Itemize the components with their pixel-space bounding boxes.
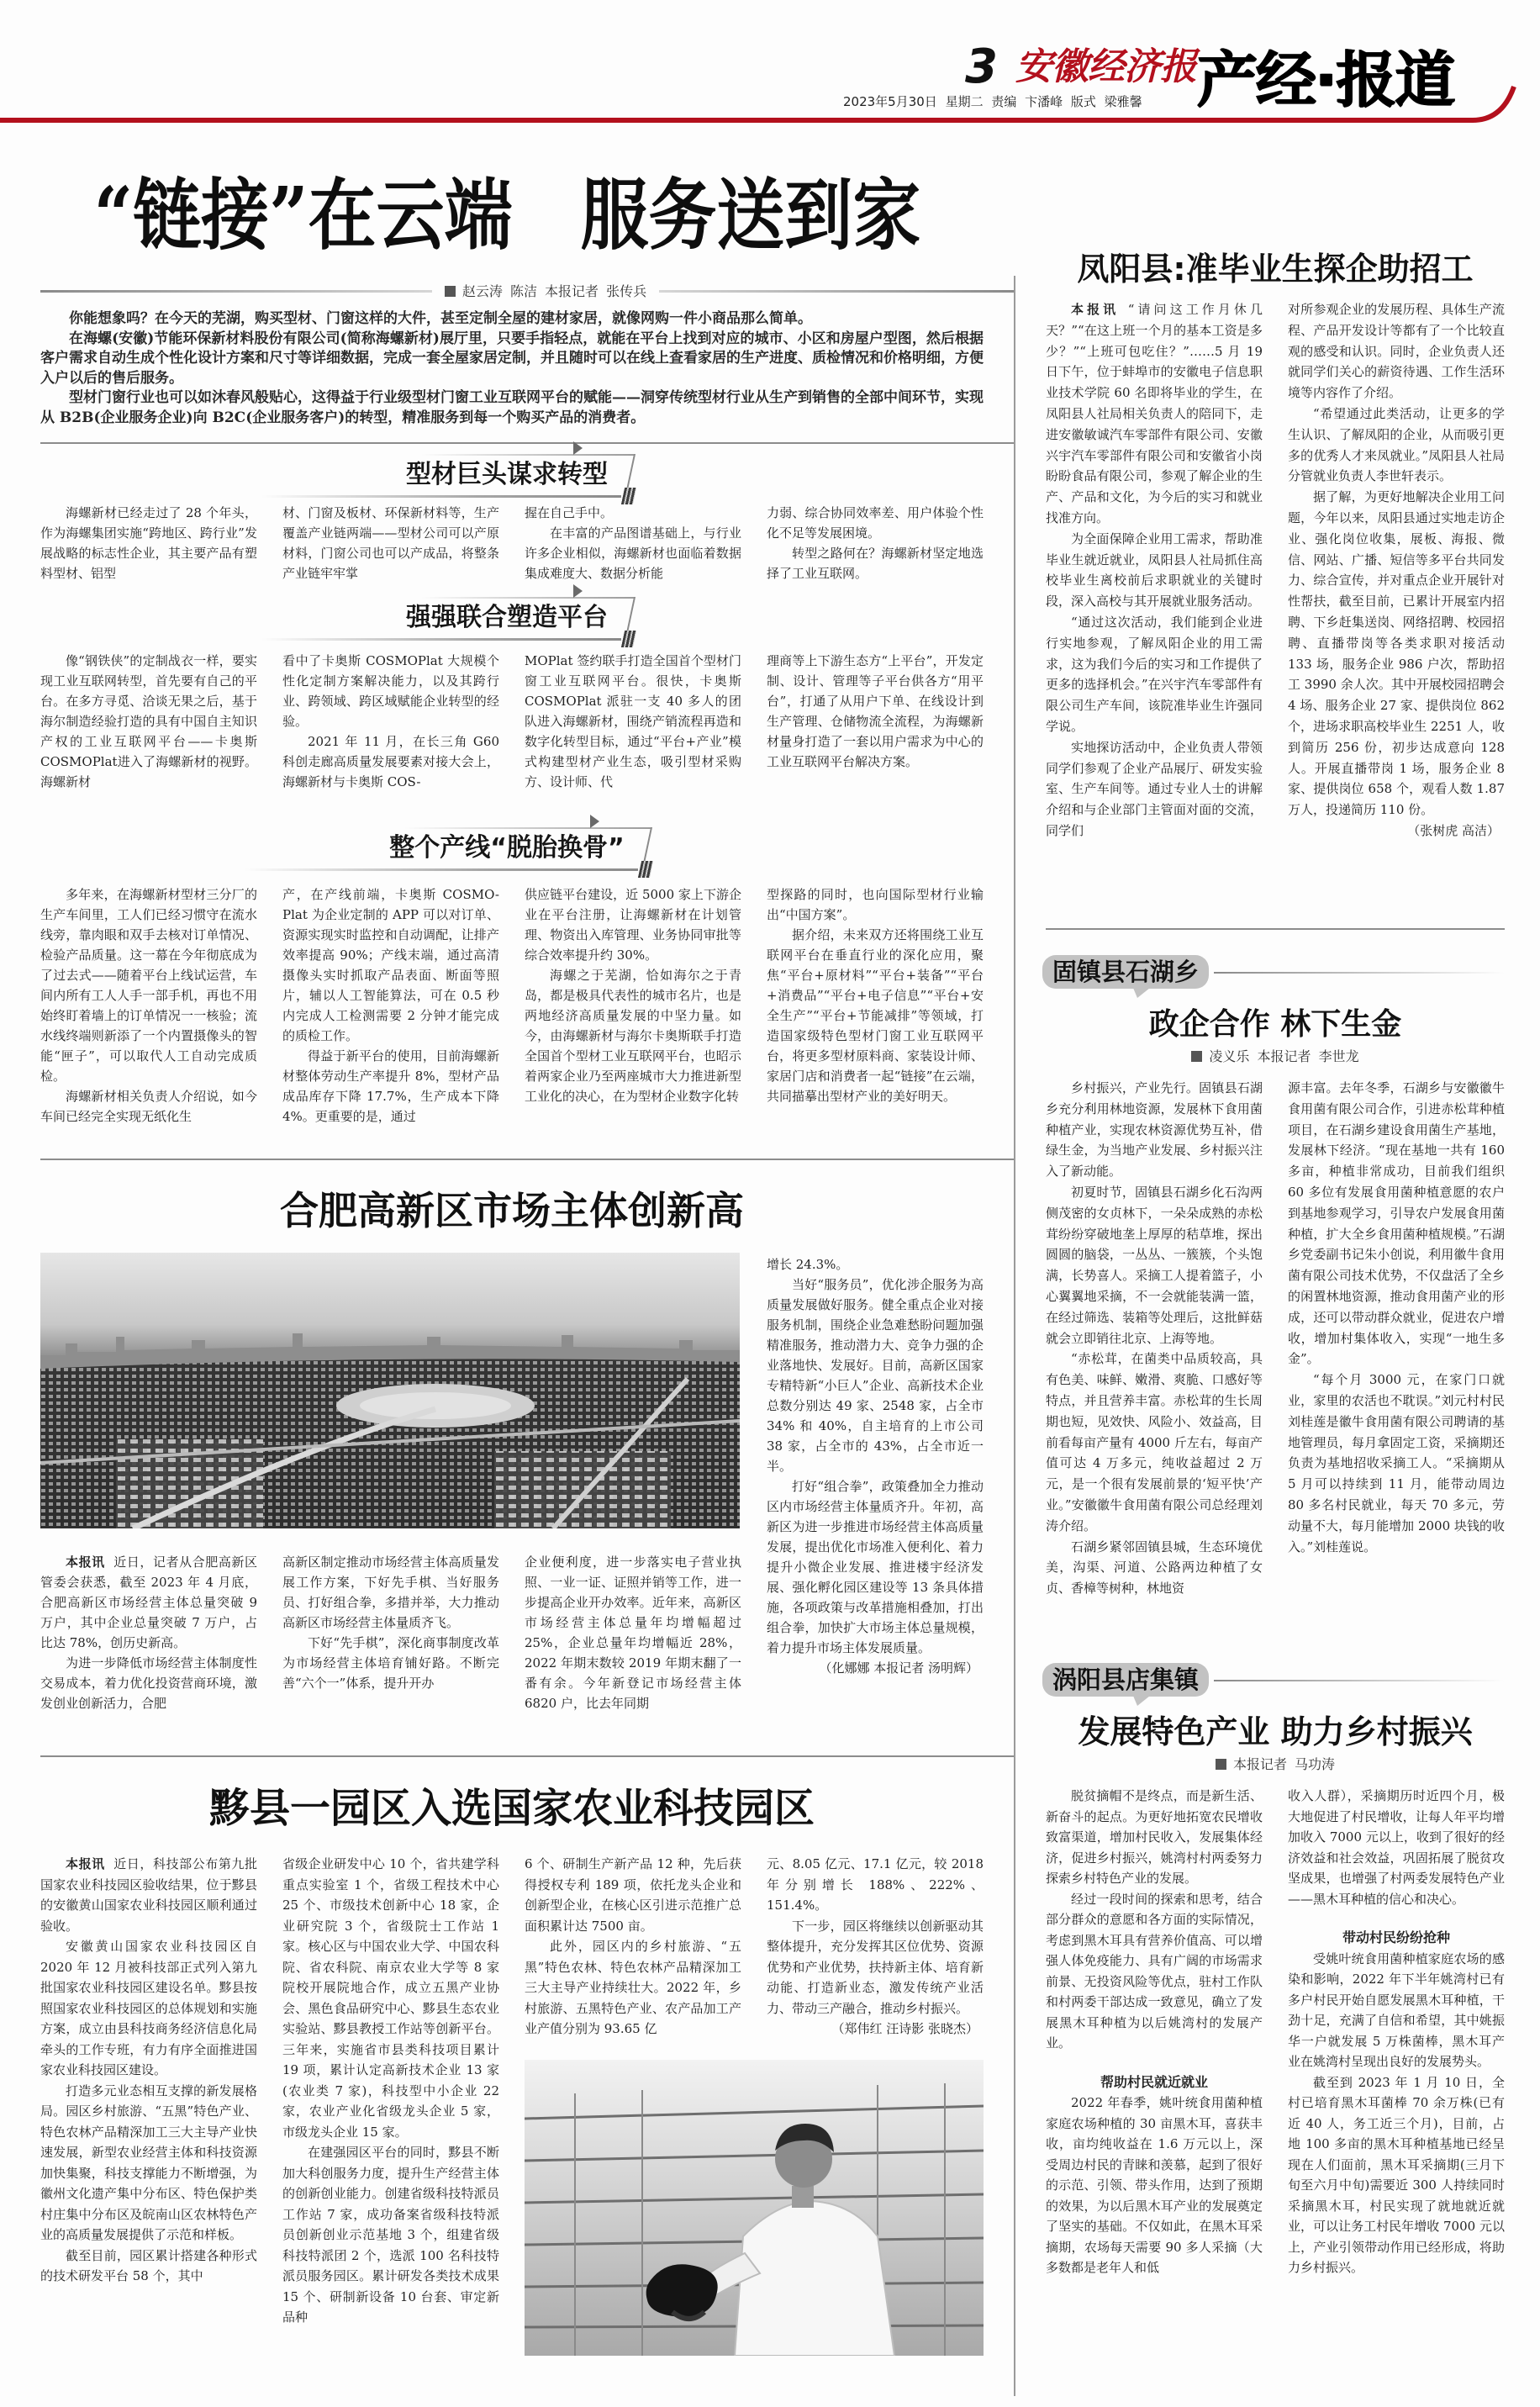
paragraph: 据了解，为更好地解决企业用工问题，今年以来，凤阳县通过实地走访企业、强化岗位收集，展板、海报、微信、网站、广播、短信等多平台共同发力、综合宣传，并对重点企业开展针对性帮扶，截至目前，已累计开展室内招聘、下乡赶集送岗、网络招聘、校园招聘、直播带岗等各类求职对接活动 133 场，服务企业 986 户次，帮助招工 3990 余人次。其中开展校园招聘会 4 场、服务企业 27 家、提供岗位 862 个，进场求职高校毕业生 2251 人，收到简历 256 份，初步达成意向 128 人。开展直播带岗 1 场，服务企业 8 家、提供岗位 658 个，观看人数 1.87 万人，投递简历 110 份。 <box>1288 489 1505 818</box>
article-headline: 凤阳县:准毕业生探企助招工 <box>1077 251 1474 288</box>
paragraph: 石湖乡紧邻固镇县城，生态环境优美，沟渠、河道、公路两边种植了女贞、香樟等树种，林地资 <box>1046 1539 1263 1597</box>
paragraph: 安徽黄山国家农业科技园区自 2020 年 12 月被科技部正式列入第九批国家农业科技园区建设名单。黟县按照国家农业科技园区的总体规划和实施方案，成立由县科技商务经济信息化局牵头的工作专班，有力有序全面推进国家农业科技园区建设。 <box>40 1939 257 2077</box>
section-heading <box>40 597 984 641</box>
paragraph: 增长 24.3%。 <box>767 1257 849 1272</box>
region-label <box>1042 955 1505 999</box>
text-column <box>1288 1786 1505 2278</box>
paragraph: 下好“先手棋”，深化商事制度改革为市场经营主体培育铺好路。不断完善“六个一”体系，提升开办 <box>282 1635 499 1691</box>
paragraph: 元、8.05 亿元、17.1 亿元，较 2018 年分别增长 188%、222%、151.4%。 <box>767 1856 984 1913</box>
paragraph: 高新区制定推动市场经营主体高质量发展工作方案，下好先手棋、当好服务员、打好组合拳，多措并举，大力推动高新区市场经营主体量质齐飞。 <box>282 1555 499 1630</box>
triangle-marker-icon <box>573 441 583 455</box>
paragraph: 材、门窗及板材、环保新材料等，生产覆盖产业链两端——型材公司可以产原材料，门窗公司也可以产成品，将整条产业链牢牢掌 <box>282 505 499 581</box>
paragraph: 海螺之于芜湖，恰如海尔之于青岛，都是极具代表性的城市名片，也是两地经济高质量发展的中坚力量。如今，由海螺新材与海尔卡奥斯联手打造全国首个型材工业互联网平台，也昭示着两家企业乃至两座城市大力推进新型工业化的决心，在为型材企业数字化转 <box>525 968 741 1104</box>
paragraph: 此外，园区内的乡村旅游、“五黑”特色农林、特色农林产品精深加工三大主导产业持续壮大。2022 年，乡村旅游、五黑特色产业、农产品加工产业产值分别为 93.65 亿 <box>525 1939 741 2036</box>
paragraph: 6 个、研制生产新产品 12 种，先后获得授权专利 189 项，依托龙头企业和创新型企业，在核心区引进示范推广总面积累计达 7500 亩。 <box>525 1856 741 1934</box>
region-label <box>1042 1663 1505 1707</box>
heading-frame-line <box>245 868 637 871</box>
dateline: 本报讯 <box>66 1856 105 1871</box>
paragraph: 2022 年春季，姚叶统食用菌种植家庭农场种植的 30 亩黑木耳，喜获丰收，亩均纯收益在 1.6 万元以上，深受周边村民的青睐和羡慕，起到了很好的示范、引领、带头作用，达到了预期的效果，为以后黑木耳产业的发展奠定了坚实的基础。不仅如此，在黑木耳采摘期，农场每天需要 90 多人采摘（大多数都是老年人和低 <box>1046 2095 1263 2275</box>
byline <box>1046 1755 1505 1774</box>
text-column <box>767 503 984 583</box>
section-title: 产经·报道 <box>1197 45 1454 115</box>
heading-frame-stripe <box>621 631 636 647</box>
byline-rule-left <box>40 290 432 293</box>
text-column <box>767 651 984 772</box>
divider <box>1046 928 1505 930</box>
lead-paragraph: 型材门窗行业也可以如沐春风般贴心，这得益于行业级型材门窗工业互联网平台的赋能——洞穿传统型材行业从生产到销售的全部中间环节，实现从 B2B(企业服务企业)向 B2C(企业服务客户)的转型，精准服务到每一个购买产品的消费者。 <box>40 389 984 426</box>
section-heading-text: 整个产线“脱胎换骨” <box>389 833 625 863</box>
text-column <box>40 651 257 792</box>
paragraph: 收入人群），采摘期历时近四个月，极大地促进了村民增收，让每人年平均增加收入 7000 元以上，收到了很好的经济效益和社会效益，巩固拓展了脱贫攻坚成果，也增强了村两委发展特色产业——黑木耳种植的信心和决心。 <box>1288 1788 1505 1907</box>
article-byline: （化娜娜 本报记者 汤明辉） <box>819 1660 978 1676</box>
byline-marker-icon <box>445 286 456 297</box>
region-tag: 涡阳县店集镇 <box>1042 1663 1209 1697</box>
paragraph: 脱贫摘帽不是终点，而是新生活、新奋斗的起点。为更好地拓宽农民增收致富渠道，增加村民收入，发展集体经济，促进乡村振兴，姚湾村村两委努力探索乡村特色产业的发展。 <box>1046 1788 1263 1886</box>
dateline: 本报讯 <box>66 1555 105 1570</box>
text-column <box>767 1254 984 1678</box>
triangle-marker-icon <box>573 584 583 598</box>
text-column <box>1288 1078 1505 1557</box>
header-red-curve <box>0 87 1514 120</box>
region-rule <box>1214 1680 1505 1681</box>
byline-rule-right <box>659 290 1015 293</box>
paragraph: 在建强园区平台的同时，黟县不断加大科创服务力度，提升生产经营主体的创新创业能力。创建省级科技特派员工作站 7 家，成功备案省级科技特派员创新创业示范基地 3 个，组建省级科技特派团 2 个，选派 100 名科技特派员服务园区。累计研发各类技术成果 15 个、研制新设备 10 台套、审定新品种 <box>282 2145 499 2325</box>
paragraph-text: 近日，记者从合肥高新区管委会获悉，截至 2023 年 4 月底，合肥高新区市场经营主体总量突破 9 万户，其中企业总量突破 7 万户，占比达 78%，创历史新高。 <box>40 1555 257 1650</box>
byline-marker-icon <box>1216 1759 1226 1770</box>
divider <box>40 1159 1015 1160</box>
section-heading-frame <box>371 827 652 871</box>
article-byline: （郑伟红 汪诗影 张晓杰） <box>831 2021 978 2036</box>
speech-tail-icon <box>1133 1696 1150 1706</box>
fungus-farmer-image <box>525 2060 984 2356</box>
paragraph: “通过这次活动，我们能到企业进行实地参观，了解凤阳企业的用工需求，这为我们今后的实习和工作提供了更多的选择机会。”在兴宇汽车零部件有限公司生产车间，该院准毕业生许强同学说。 <box>1046 614 1263 734</box>
photo-black-fungus-grower <box>525 2060 984 2356</box>
text-column <box>282 1552 499 1693</box>
page-number: 3 <box>965 40 998 94</box>
text-column <box>40 503 257 583</box>
article-headline: “链接”在云端 服务送到家 <box>93 170 921 261</box>
article-headline: 黟县一园区入选国家农业科技园区 <box>208 1785 815 1832</box>
article-byline: （张树虎 高洁） <box>1407 822 1500 838</box>
text-column <box>767 884 984 1106</box>
article-headline: 政企合作 林下生金 <box>1148 1007 1402 1042</box>
subheading: 帮助村民就近就业 <box>1100 2073 1208 2090</box>
text-column <box>40 884 257 1127</box>
paragraph: 省级企业研发中心 10 个，省共建学科重点实验室 1 个，省级工程技术中心 25 个、市级技术创新中心 18 家，企业研究院 3 个，省级院士工作站 1 家。核心区与中国农业大学、中国农科院、省农科院、南京农业大学等 8 家院校开展院地合作，成立五黑产业协会、黑色食品研究中心、黟县生态农业实验站、黟县教授工作站等创新平台。三年来，实施省市县类科技项目累计 19 项，累计认定高新技术企业 13 家(农业类 7 家)，科技型中小企业 22 家，农业产业化省级龙头企业 5 家，市级龙头企业 15 家。 <box>282 1856 499 2140</box>
byline-row <box>40 281 1015 303</box>
paragraph: 像“钢铁侠”的定制战衣一样，要实现工业互联网转型，首先要有自己的平台。在多方寻觅、洽谈无果之后，基于海尔制造经验打造的具有中国自主知识产权的工业互联网平台——卡奥斯 COSMOPlat进入了海螺新材的视野。海螺新材 <box>40 653 257 789</box>
paragraph: 握在自己手中。 <box>525 505 614 520</box>
paragraph: 打好“组合拳”，政策叠加全力推动区内市场经营主体量质齐升。年初，高新区为进一步推进市场经营主体高质量发展，提出优化市场准入便利化、着力提升小微企业发展、推进楼宇经济发展、强化孵化园区建设等 13 条具体措施，各项政策与改革措施相叠加，打出组合拳，加快扩大市场主体总量规模，着力提升市场主体发展质量。 <box>767 1479 984 1655</box>
subheading: 带动村民纷纷抢种 <box>1342 1929 1450 1945</box>
text-column <box>1046 299 1263 842</box>
paragraph: 看中了卡奥斯 COSMOPlat 大规模个性化定制方案解决能力，以及其跨行业、跨领域、跨区域赋能企业转型的经验。 <box>282 653 499 729</box>
paragraph: 在丰富的产品图谱基础上，与行业许多企业相似，海螺新材也面临着数据集成难度大、数据分析能 <box>525 525 741 581</box>
text-column <box>767 1854 984 2040</box>
section-heading-frame <box>388 597 636 641</box>
paragraph <box>40 1552 257 1653</box>
paragraph: 得益于新平台的使用，目前海螺新材整体劳动生产率提升 8%，型材产品成品库存下降 17.7%，生产成本下降 4%。更重要的是，通过 <box>282 1048 499 1124</box>
text-column <box>525 884 741 1106</box>
heading-frame-line <box>404 827 651 829</box>
paragraph: 截至到 2023 年 1 月 10 日，全村已培育黑木耳菌棒 70 余万株(已有近 40 人，务工近三个月)，目前，占地 100 多亩的黑木耳种植基地已经呈现在人们面前，黑木耳采摘期(三月下旬至六月中旬)需要近 300 人持续同时采摘黑木耳，村民实现了就地就近就业，可以让务工村民年增收 7000 元以上，产业引领带动作用已经形成，将助力乡村振兴。 <box>1288 2074 1505 2275</box>
photo-hefei-aerial-view <box>40 1253 740 1528</box>
paragraph <box>40 1854 257 1936</box>
heading-frame-line <box>421 454 635 456</box>
triangle-marker-icon <box>590 815 599 828</box>
heading-frame-stripe <box>638 861 653 878</box>
heading-frame-line <box>261 638 621 641</box>
paragraph: 多年来，在海螺新材型材三分厂的生产车间里，工人们已经习惯守在流水线旁，靠肉眼和双手去核对订单情况、检验产品质量。这一幕在今年彻底成为了过去式——随着平台上线试运营，车间内所有工人人手一部手机，再也不用始终盯着墙上的订单情况一一核验；流水线终端则新添了一个内置摄像头的智能“匣子”，可以取代人工自动完成质检。 <box>40 887 257 1084</box>
paragraph: 海螺新材已经走过了 28 个年头，作为海螺集团实施“跨地区、跨行业”发展战略的标志性企业，其主要产品有塑料型材、铝型 <box>40 505 257 581</box>
heading-frame-line <box>261 495 621 498</box>
article-headline: 发展特色产业 助力乡村振兴 <box>1078 1713 1473 1750</box>
paragraph: 为进一步降低市场经营主体制度性交易成本，着力优化投资营商环境，激发创业创新活力，合肥 <box>40 1655 257 1711</box>
byline-names: 凌义乐 本报记者 李世龙 <box>1209 1048 1359 1064</box>
section-heading-text: 强强联合塑造平台 <box>406 603 608 632</box>
paragraph: 海螺新材相关负责人介绍说，如今车间已经完全实现无纸化生 <box>40 1089 257 1124</box>
paragraph: 源丰富。去年冬季，石湖乡与安徽徽牛食用菌有限公司合作，引进赤松茸种植项目，在石湖乡建设食用菌生产基地，发展林下经济。“现在基地一共有 160 多亩，种植非常成功，目前我们组织 60 多位有发展食用菌种植意愿的农户到基地参观学习，引导农户发展食用菌种植，扩大全乡食用菌种植规模。”石湖乡党委副书记朱小创说，利用徽牛食用菌有限公司技术优势，不仅盘活了全乡的闲置林地资源，推动食用菌产业的形成，还可以带动群众就业，促进农户增收，增加村集体收入，实现“一地生多金”。 <box>1288 1080 1505 1367</box>
divider <box>40 1755 1015 1757</box>
paragraph: 供应链平台建设，近 5000 家上下游企业在平台注册，让海螺新材在计划管理、物资出入库管理、业务协同审批等综合效率提升约 30%。 <box>525 887 741 963</box>
paragraph: 下一步，园区将继续以创新驱动其整体提升，充分发挥其区位优势、资源优势和产业优势，扶持新主体、培育新动能、打造新业态，激发传统产业活力、带动三产融合，推动乡村振兴。 <box>767 1918 984 2016</box>
paragraph-text: 近日，科技部公布第九批国家农业科技园区验收结果，位于黟县的安徽黄山国家农业科技园区顺利通过验收。 <box>40 1856 257 1934</box>
text-column <box>525 1552 741 1713</box>
section-heading <box>40 454 984 498</box>
aerial-city-image <box>40 1253 740 1528</box>
column-separator <box>1014 276 1015 2396</box>
paragraph: 企业便利度，进一步落实电子营业执照、一业一证、证照并销等工作，进一步提高企业开办效率。近年来，高新区市场经营主体总量年均增幅超过 25%，企业总量年均增幅近 28%，2022 年期末数较 2019 年期末翻了一番有余。今年新登记市场经营主体 6820 户，比去年同期 <box>525 1555 741 1711</box>
heading-frame-stripe <box>621 488 636 504</box>
lead-paragraph: 在海螺(安徽)节能环保新材料股份有限公司(简称海螺新材)展厅里，只要手指轻点，就能在平台上找到对应的城市、小区和房屋户型图，然后根据客户需求自动生成个性化设计方案和尺寸等详细数据，完成一套全屋家居定制，并且随时可以在线上查看家居的生产进度、质检情况和价格明细，方便入户以后的售后服务。 <box>40 330 984 387</box>
text-column <box>1046 1078 1263 1599</box>
paragraph: 受姚叶统食用菌种植家庭农场的感染和影响，2022 年下半年姚湾村已有多户村民开始自愿发展黑木耳种植，干劲十足，充满了自信和希望，其中姚振华一户就发展 5 万株菌棒，黑木耳产业在姚湾村呈现出良好的发展势头。 <box>1288 1950 1505 2069</box>
paragraph: 为全面保障企业用工需求，帮助准毕业生就近就业，凤阳县人社局抓住高校毕业生离校前后求职就业的关键时段，深入高校与其开展就业服务活动。 <box>1046 530 1263 610</box>
paragraph: 力弱、综合协同效率差、用户体验个性化不足等发展困境。 <box>767 505 984 541</box>
paragraph: MOPlat 签约联手打造全国首个型材门窗工业互联网平台。很快，卡奥斯 COSMOPlat 派驻一支 40 多人的团队进入海螺新材，围绕产销流程再造和数字化转型目标，通过“平台+产业”模式构建型材产业生态，吸引型材采购方、设计师、代 <box>525 653 741 789</box>
paragraph: 产，在产线前端，卡奥斯 COSMO-Plat 为企业定制的 APP 可以对订单、资源实现实时监控和自动调配，让排产效率提高 90%；产线末端，通过高清摄像头实时抓取产品表面、断面等照片，辅以人工智能算法，可在 0.5 秒内完成人工检测需要 2 分钟才能完成的质检工作。 <box>282 887 499 1043</box>
lead-paragraph: 你能想象吗？在今天的芜湖，购买型材、门窗这样的大件，甚至定制全屋的建材家居，就像网购一件小商品那么简单。 <box>69 310 812 327</box>
paragraph: “每个月 3000 元，在家门口就业，家里的农活也不耽误。”刘元村村民刘桂莲是徽牛食用菌有限公司聘请的基地管理员，每月拿固定工资，采摘期还负责为基地招收采摘工人。“采摘期从 5 月可以持续到 11 月，能带动周边 80 多名村民就业，每天 70 多元，劳动量不大，每月能增加 2000 块钱的收入。”刘桂莲说。 <box>1288 1372 1505 1555</box>
header-red-rule <box>0 80 1540 130</box>
paragraph: 对所参观企业的发展历程、具体生产流程、产品开发设计等都有了一个比较直观的感受和认识。同时，企业负责人还就同学们关心的薪资待遇、工作生活环境等内容作了介绍。 <box>1288 302 1505 401</box>
paragraph: 2021 年 11 月，在长三角 G60 科创走廊高质量发展要素对接大会上，海螺新材与卡奥斯 COS- <box>282 734 499 789</box>
byline <box>435 281 656 303</box>
paragraph: “希望通过此类活动，让更多的学生认识、了解凤阳的企业，从而吸引更多的优秀人才来凤就业。”凤阳县人社局分管就业负责人李世轩表示。 <box>1288 405 1505 484</box>
article-lead <box>40 309 984 428</box>
section-heading-frame <box>388 454 636 498</box>
byline <box>1046 1048 1505 1066</box>
article-headline: 合肥高新区市场主体创新高 <box>280 1188 744 1233</box>
region-tag: 固镇县石湖乡 <box>1042 955 1209 989</box>
section-heading-text: 型材巨头谋求转型 <box>406 460 608 489</box>
paragraph: 据介绍，未来双方还将围绕工业互联网平台在垂直行业的深化应用，聚焦“平台+原材料”“平台+装备”“平台+消费品”“平台+电子信息”“平台+安全生产”“平台+节能减排”等领域，打造国家级特色型材门窗工业互联网平台，将更多型材原料商、家装设计师、家居门店和消费者一起“链接”在云端，共同描摹出型材产业的美好明天。 <box>767 927 984 1104</box>
text-column <box>525 1854 741 2040</box>
text-column <box>525 651 741 792</box>
heading-frame-line <box>421 597 635 599</box>
text-column <box>282 651 499 792</box>
text-column <box>40 1552 257 1713</box>
paragraph: 打造多元业态相互支撑的新发展格局。园区乡村旅游、“五黑”特色产业、特色农林产品精深加工三大主导产业快速发展，新型农业经营主体和科技资源加快集聚，科技支撑能力不断增强，为徽州文化遗产集中分布区、特色保护类村庄集中分布区及皖南山区农林特色产业的高质量发展提供了示范和样板。 <box>40 2082 257 2242</box>
text-column <box>1288 299 1505 842</box>
issue-date-line: 2023年5月30日 星期二 责编 卞潘峰 版式 梁雅馨 <box>843 94 1142 109</box>
dateline: 本报讯 <box>1071 302 1120 317</box>
text-column <box>282 884 499 1127</box>
byline-names: 本报记者 马功涛 <box>1232 1756 1336 1772</box>
text-column <box>525 503 741 583</box>
byline-names: 赵云涛 陈洁 本报记者 张传兵 <box>461 283 647 299</box>
text-column <box>282 503 499 583</box>
paragraph: 截至目前，园区累计搭建各种形式的技术研发平台 58 个，其中 <box>40 2247 257 2283</box>
paragraph: “赤松茸，在菌类中品质较高，具有色美、味鲜、嫩滑、爽脆、口感好等特点，并且营养丰富。赤松茸的生长周期也短，见效快、风险小、效益高，目前看每亩产量有 4000 斤左右，每亩产值可达 4 万多元，纯收益超过 2 万元，是一个很有发展前景的‘短平快’产业。”安徽徽牛食用菌有限公司总经理刘涛介绍。 <box>1046 1351 1263 1533</box>
text-column <box>1046 1786 1263 2278</box>
region-rule <box>1214 972 1505 974</box>
paragraph: 当好“服务员”，优化涉企服务为高质量发展做好服务。健全重点企业对接服务机制，围绕企业急难愁盼问题加强精准服务，推动潜力大、竞争力强的企业落地快、发展好。目前，高新区国家专精特新“小巨人”企业、高新技术企业总数分别达 49 家、2548 家，占全市 34% 和 40%，自主培育的上市公司 38 家，占全市的 43%，占全市近一半。 <box>767 1277 984 1474</box>
paragraph: 初夏时节，固镇县石湖乡化石沟两侧茂密的女贞林下，一朵朵成熟的赤松茸纷纷穿破地垄上厚厚的秸草堆，探出圆圆的脑袋，一丛丛、一簇簇，个头饱满，长势喜人。采摘工人提着篮子，小心翼翼地采摘，不一会就能装满一篮，在经过筛选、装箱等处理后，这批鲜菇就会立即销往北京、上海等地。 <box>1046 1184 1263 1346</box>
paragraph-text: “请问这工作月休几天？”“在这上班一个月的基本工资是多少？”“上班可包吃住？”……5 月 19 日下午，位于蚌埠市的安徽电子信息职业技术学院 60 名即将毕业的学生，在凤阳县人社局相关负责人的陪同下，走进安徽敏诚汽车零部件有限公司、安徽兴宇汽车零部件有限公司和安徽省小岗盼盼食品有限公司，参观了解企业的生产、产品和文化，为今后的实习和就业找准方向。 <box>1046 302 1263 525</box>
paragraph: 型探路的同时，也向国际型材行业输出“中国方案”。 <box>767 887 984 922</box>
newspaper-logo: 安徽经济报 <box>1015 45 1196 88</box>
paragraph: 经过一段时间的探索和思考，结合部分群众的意愿和各方面的实际情况，考虑到黑木耳具有营养价值高、可以增强人体免疫能力、具有广阔的市场需求前景、无投资风险等优点，驻村工作队和村两委干部达成一致意见，确立了发展黑木耳种植为以后姚湾村的发展产业。 <box>1046 1891 1263 2051</box>
text-column <box>282 1854 499 2328</box>
paragraph <box>1046 299 1263 529</box>
text-column <box>40 1854 257 2287</box>
section-heading <box>40 827 984 871</box>
paragraph: 乡村振兴，产业先行。固镇县石湖乡充分利用林地资源，发展林下食用菌种植产业，实现农林资源优势互补，借绿生金，为当地产业发展、乡村振兴注入了新动能。 <box>1046 1080 1263 1180</box>
paragraph: 理商等上下游生态方“上平台”，开发定制、设计、管理等子平台供各方“用平台”，打通了从用户下单、在线设计到生产管理、仓储物流全流程，为海螺新材量身打造了一套以用户需求为中心的工业互联网平台解决方案。 <box>767 653 984 769</box>
divider <box>40 442 1015 444</box>
paragraph: 实地探访活动中，企业负责人带领同学们参观了企业产品展厅、研发实验室、生产车间等。通过专业人士的讲解介绍和与企业部门主管面对面的交流，同学们 <box>1046 739 1263 838</box>
speech-tail-icon <box>1133 988 1150 998</box>
byline-marker-icon <box>1191 1051 1202 1062</box>
paragraph: 转型之路何在？海螺新材坚定地选择了工业互联网。 <box>767 546 984 581</box>
